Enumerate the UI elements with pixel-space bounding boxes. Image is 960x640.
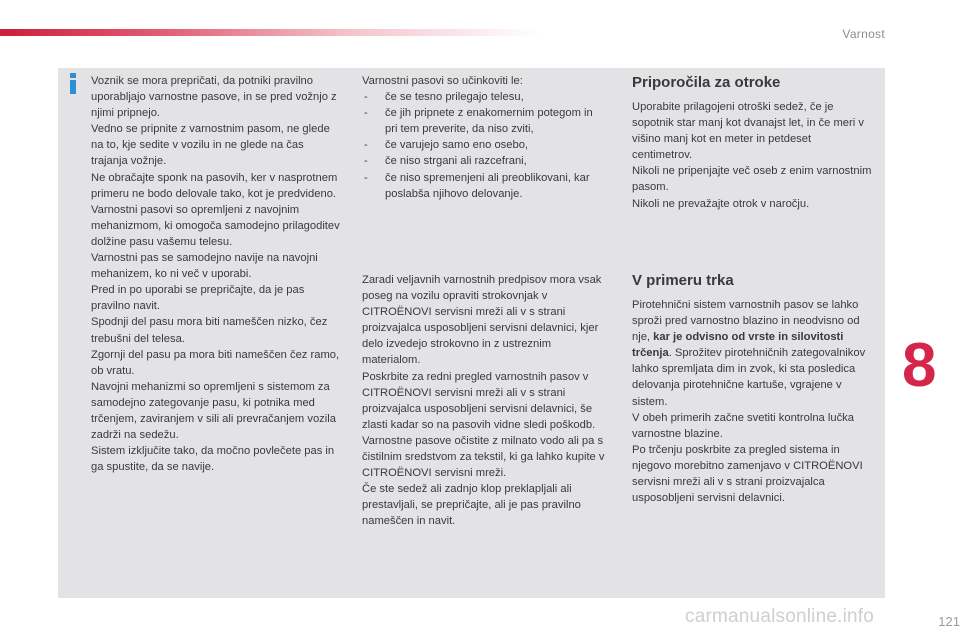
list-item: - če se tesno prilegajo telesu, (364, 91, 524, 104)
info-column (91, 73, 341, 475)
header-accent-bar (0, 29, 540, 36)
crash-heading: V primeru trka (632, 272, 734, 289)
info-icon-bar (70, 80, 76, 94)
crash-paragraph: V obeh primerih začne svetiti kontrolna lučka varnostne blazine. (632, 411, 854, 440)
list-item: - če varujejo samo eno osebo, (364, 139, 529, 152)
list-item: - če jih pripnete z enakomernim potegom in pri tem preverite, da niso zviti, (364, 107, 593, 136)
children-paragraph: Uporabite prilagojeni otroški sedež, če je sopotnik star manj kot dvanajst let, in če meri v višino manj kot en meter in petdeset centimetrov. (632, 101, 864, 162)
info-icon-dot (70, 73, 76, 78)
children-paragraph: Nikoli ne pripenjajte več oseb z enim varnostnim pasom. (632, 165, 872, 194)
effectiveness-intro: Varnostni pasovi so učinkoviti le: (362, 75, 523, 87)
children-paragraph: Nikoli ne prevažajte otrok v naročju. (632, 197, 810, 210)
info-paragraph: Varnostni pas se samodejno navije na navojni mehanizem, ko ni več v uporabi. (91, 252, 318, 281)
info-paragraph: Ne obračajte sponk na pasovih, ker v nasprotnem primeru ne bodo delovale tako, kot je predvideno. (91, 171, 338, 200)
info-paragraph: Sistem izključite tako, da močno povlečete pas in ga spustite, da se navije. (91, 445, 335, 474)
children-section (632, 73, 872, 212)
crash-section (632, 271, 880, 506)
list-item: - če niso strgani ali razcefrani, (364, 155, 527, 168)
info-icon (66, 73, 80, 95)
crash-paragraph: Pirotehnični sistem varnostnih pasov se lahko sproži pred varnostno blazino in neodvisno od nje, kar je odvisno od vrste in silovitosti trčenja. Sprožitev pirotehničnih zategovalnikov lahko spremljata dim in zvok, ki sta posledica delovanja pirotehnične kartuše, vgrajene v sistem. (632, 299, 866, 408)
section-title: Varnost (842, 27, 885, 41)
info-paragraph: Vedno se pripnite z varnostnim pasom, ne glede na to, kje sedite v vozilu in ne glede na čas trajanja vožnje. (91, 123, 330, 168)
info-paragraph: Varnostni pasovi so opremljeni z navojnim mehanizmom, ki omogoča samodejno prilagoditev dolžine pasu vašemu telesu. (91, 203, 340, 248)
service-paragraph: Varnostne pasove očistite z milnato vodo ali pa s čistilnim sredstvom za tekstil, ki ga lahko kupite v CITROËNOVI servisni mreži. (362, 434, 605, 480)
list-item: - če niso spremenjeni ali preoblikovani, kar poslabša njihovo delovanje. (364, 171, 590, 200)
service-paragraph: Zaradi veljavnih varnostnih predpisov mora vsak poseg na vozilu opraviti strokovnjak v CITROËNOVI servisni mreži ali v s strani proizvajalca usposobljeni servisni delavnici, kjer delo izvedejo strokovno in z ustreznim materialom. (362, 274, 602, 367)
watermark: carmanualsonline.info (685, 606, 875, 627)
effectiveness-list (362, 89, 607, 202)
info-paragraph: Pred in po uporabi se prepričajte, da je pas pravilno navit. (91, 284, 305, 313)
service-paragraph: Če ste sedež ali zadnjo klop preklapljali ali prestavljali, se prepričajte, ali je pas pravilno nameščen in navit. (362, 483, 581, 528)
info-paragraph: Zgornji del pasu pa mora biti nameščen čez ramo, ob vratu. (91, 348, 340, 377)
info-paragraph: Spodnji del pasu mora biti nameščen nizko, čez trebušni del telesa. (91, 316, 328, 345)
crash-emphasis: kar je odvisno od vrste in silovitosti trčenja (632, 331, 844, 360)
crash-paragraph: Po trčenju poskrbite za pregled sistema in njegovo morebitno zamenjavo v CITROËNOVI servisni mreži ali v s strani proizvajalca usposobljeni servisni delavnici. (632, 443, 863, 505)
page-number: 121 (938, 614, 960, 629)
service-column (362, 272, 607, 530)
effectiveness-column (362, 73, 607, 202)
chapter-number: 8 (902, 331, 937, 400)
info-paragraph: Navojni mehanizmi so opremljeni s sistemom za samodejno zategovanje pasu, ki potnika med trčenjem, zaviranjem v sili ali prevračanjem vozila zadrži na sedežu. (91, 380, 336, 442)
info-paragraph: Voznik se mora prepričati, da potniki pravilno uporabljajo varnostne pasove, in se pred vožnjo z njimi pripnejo. (91, 75, 337, 120)
service-paragraph: Poskrbite za redni pregled varnostnih pasov v CITROËNOVI servisni mreži ali v s strani proizvajalca usposobljeni servisni delavnici, še zlasti kadar so na pasovih vidne sledi poškodb. (362, 370, 596, 431)
children-heading: Priporočila za otroke (632, 74, 781, 91)
